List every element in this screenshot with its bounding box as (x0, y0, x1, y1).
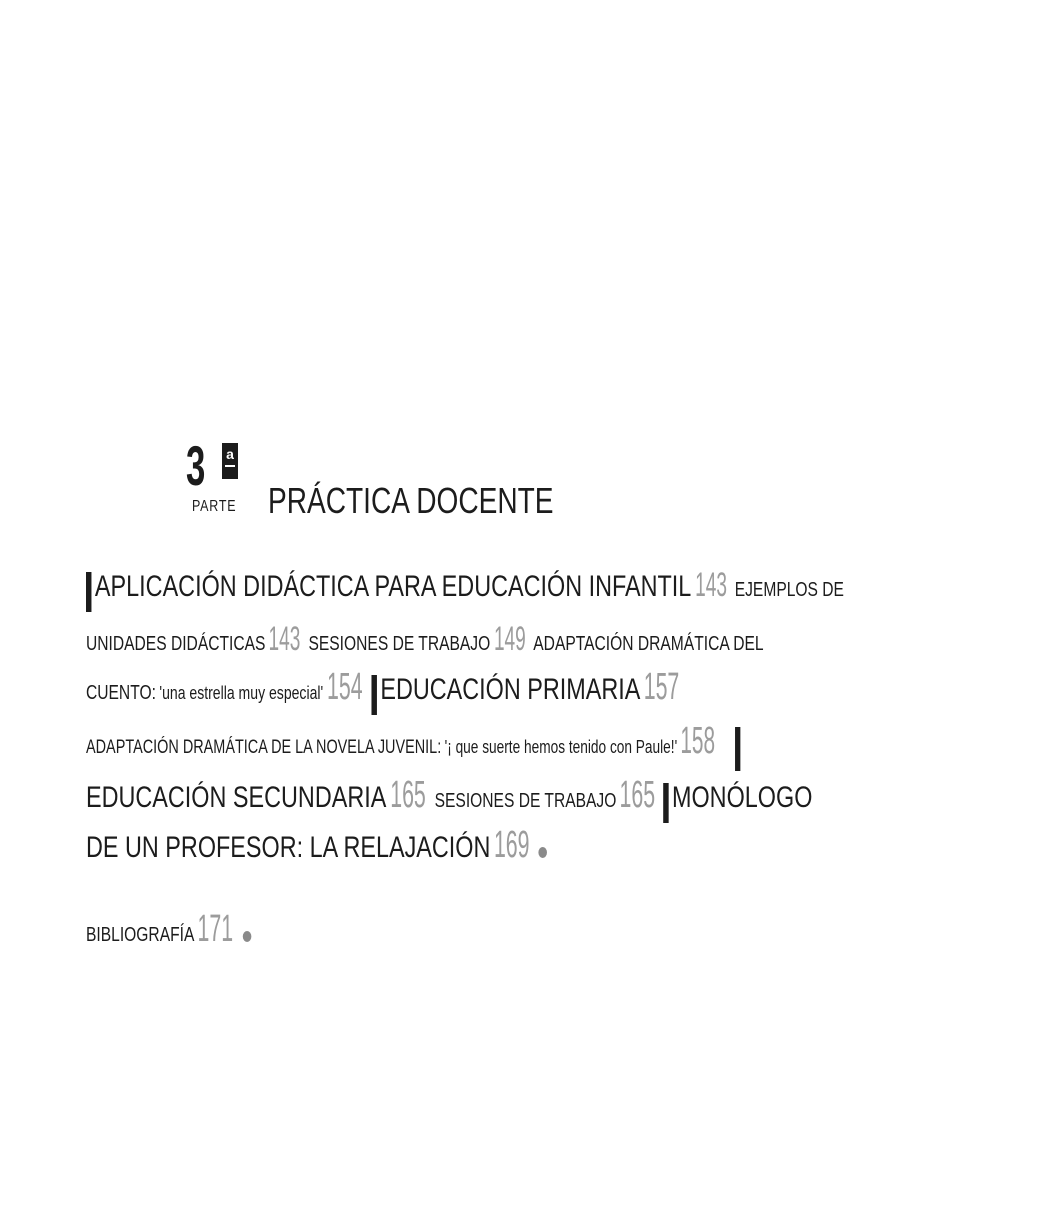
page-number: 143 (694, 566, 727, 604)
section-bar (735, 727, 740, 771)
page-number: 158 (680, 720, 716, 762)
entry-quote: '¡ que suerte hemos tenido con Paule!' (444, 737, 678, 757)
entry-secundaria: EDUCACIÓN SECUNDARIA (86, 781, 387, 814)
entry-cuento: CUENTO: (86, 682, 156, 704)
toc-line-3 (86, 666, 865, 715)
page-number: 149 (493, 620, 526, 658)
toc-line-4 (86, 720, 947, 771)
part-number: 3 (186, 434, 206, 497)
toc-line-5 (86, 774, 1017, 823)
part-label: PARTE (192, 498, 237, 515)
ordinal-badge (222, 443, 238, 479)
page-number: 169 (493, 824, 530, 866)
page-number: 165 (619, 774, 656, 816)
entry-infantil: APLICACIÓN DIDÁCTICA PARA EDUCACIÓN INFANTIL (94, 570, 692, 603)
entry-monologo-cont: DE UN PROFESOR: LA RELAJACIÓN (86, 831, 491, 864)
page-number: 143 (268, 620, 301, 658)
entry-monologo: MONÓLOGO (671, 781, 813, 814)
toc-line-bibliografia (86, 908, 298, 951)
toc-line-6 (86, 824, 677, 867)
entry-primaria: EDUCACIÓN PRIMARIA (380, 673, 641, 706)
entry-bibliografia: BIBLIOGRAFÍA (86, 924, 195, 946)
entry-unidades: UNIDADES DIDÁCTICAS (86, 633, 266, 655)
part-header (186, 434, 606, 523)
page-number: 165 (389, 774, 426, 816)
entry-sesiones: SESIONES DE TRABAJO (308, 633, 491, 655)
entry-adaptacion-cuento: ADAPTACIÓN DRAMÁTICA DEL (533, 633, 764, 655)
section-bar (86, 572, 91, 612)
entry-quote: 'una estrella muy especial' (159, 683, 324, 703)
entry-adaptacion-novela: ADAPTACIÓN DRAMÁTICA DE LA NOVELA JUVENIL: (86, 737, 442, 758)
toc-line-1 (86, 566, 1058, 612)
part-title: PRÁCTICA DOCENTE (268, 480, 554, 521)
page-number: 171 (197, 908, 234, 950)
ordinal-label: a (226, 446, 234, 462)
page-number: 154 (326, 666, 363, 708)
entry-sesiones: SESIONES DE TRABAJO (434, 790, 617, 812)
toc-line-2 (86, 620, 955, 659)
bullet-icon (539, 847, 548, 858)
section-bar (371, 675, 376, 715)
page-number: 157 (643, 666, 680, 708)
section-bar (663, 783, 668, 823)
bullet-icon (243, 931, 252, 942)
entry-ejemplos: EJEMPLOS DE (734, 579, 844, 601)
